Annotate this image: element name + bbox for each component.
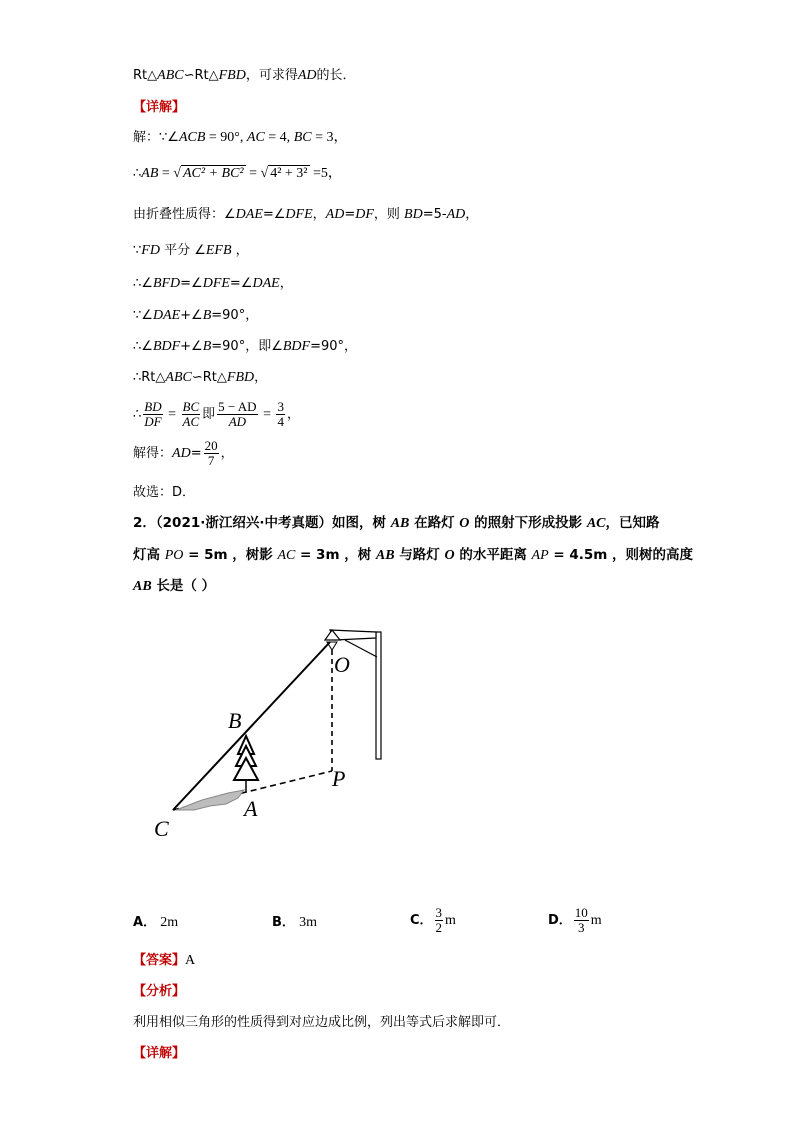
line-solve <box>133 437 234 471</box>
numerator: 5 − AD <box>218 399 257 414</box>
text: = 4.5m ，则树的高度 <box>548 547 694 563</box>
option-c[interactable] <box>410 906 456 935</box>
text: ，已知路 <box>605 515 660 531</box>
denominator: AC <box>182 414 200 429</box>
line-choice: 故选：D． <box>133 485 196 500</box>
math: DAE <box>235 207 263 222</box>
text: = <box>190 446 202 461</box>
fraction <box>204 439 219 468</box>
label-P: P <box>332 766 346 791</box>
fraction <box>435 906 444 935</box>
text: 由折叠性质得：∠ <box>133 207 236 222</box>
text: =∠ <box>229 276 253 291</box>
option-label: A． <box>133 915 157 930</box>
text: ， <box>254 370 268 385</box>
option-b[interactable] <box>272 914 317 932</box>
text: ∵ <box>133 243 142 258</box>
analysis-heading: 【分析】 <box>133 984 186 999</box>
math: FD <box>141 243 160 258</box>
question-2-line-1 <box>133 515 660 532</box>
math: DF <box>355 207 374 222</box>
text: 的水平距离 <box>454 547 532 563</box>
radicand: 4² + 3² <box>270 166 308 181</box>
math: AD <box>172 446 191 461</box>
text: = 90°, <box>205 130 247 145</box>
math: AB <box>390 516 410 531</box>
math: AB <box>141 166 159 181</box>
text: = <box>344 207 356 222</box>
math: DFE <box>202 276 230 291</box>
text: 即 <box>202 407 216 422</box>
option-value: 2m <box>160 915 179 930</box>
text: ∽Rt△ <box>183 68 219 83</box>
text: =5- <box>422 207 447 222</box>
math: AC <box>246 130 265 145</box>
detail-heading-2: 【详解】 <box>133 1046 186 1061</box>
line-similar <box>133 370 267 386</box>
fraction <box>574 906 589 935</box>
text: = 3， <box>311 130 348 145</box>
math: EFB <box>205 243 232 258</box>
label-A: A <box>244 796 258 821</box>
text: +∠ <box>180 308 203 323</box>
option-label: C． <box>410 913 433 928</box>
text: ∴∠ <box>133 276 153 291</box>
text: 的长． <box>316 68 356 83</box>
math: BC <box>293 130 312 145</box>
fraction <box>182 400 201 429</box>
text: =90°， <box>310 339 358 354</box>
fraction <box>143 400 162 429</box>
unit: m <box>445 913 456 928</box>
text: =90°，即∠ <box>211 339 283 354</box>
option-label: D． <box>548 913 572 928</box>
fraction <box>276 400 285 429</box>
denominator: 4 <box>277 414 284 429</box>
numerator: 3 <box>277 399 284 414</box>
line-bisect <box>133 243 249 259</box>
radicand: AC² + BC² <box>182 166 244 181</box>
numerator: 20 <box>204 438 218 453</box>
text: ∴ <box>133 166 142 181</box>
figure-tree-lamp <box>140 620 400 850</box>
text: 灯高 <box>133 547 165 563</box>
denominator: AD <box>228 414 247 429</box>
text: +∠ <box>180 339 203 354</box>
line-conclusion <box>133 68 356 84</box>
label-O: O <box>334 652 350 677</box>
question-2-line-2 <box>133 547 693 564</box>
text: 解：∵∠ <box>133 130 179 145</box>
text: ， <box>465 207 479 222</box>
math: AC <box>586 516 606 531</box>
text: 的照射下形成投影 <box>469 515 587 531</box>
text: ， <box>312 207 326 222</box>
line-pythagoras <box>133 166 342 182</box>
line-fold <box>133 207 478 223</box>
math-abc: ABC <box>157 68 184 83</box>
math: B <box>202 339 212 354</box>
text: ∴∠ <box>133 339 153 354</box>
math: ABC <box>165 370 192 385</box>
denominator: DF <box>144 414 162 429</box>
math: DFE <box>285 207 313 222</box>
text: 长是（ ） <box>151 578 216 594</box>
tree-icon <box>234 736 258 780</box>
sqrt-expression: √ 4² + 3² <box>260 166 308 181</box>
analysis-text: 利用相似三角形的性质得到对应边成比例，列出等式后求解即可． <box>133 1015 511 1030</box>
option-value: 3m <box>299 915 317 930</box>
math-ad: AD <box>297 68 317 83</box>
line-right-angle <box>133 339 357 355</box>
line-ratio <box>133 398 300 432</box>
line-angles <box>133 276 293 292</box>
text: ， <box>279 276 293 291</box>
text: ∵∠ <box>133 308 153 323</box>
text: = <box>158 166 174 181</box>
text: = <box>259 407 275 422</box>
numerator: 3 <box>435 905 443 920</box>
question-number: 2． <box>133 515 156 531</box>
option-d[interactable] <box>548 906 602 935</box>
math: DAE <box>152 308 181 323</box>
math: O <box>459 516 470 531</box>
text: = 3m ，树 <box>295 547 376 563</box>
math: BD <box>404 207 423 222</box>
shadow-icon <box>176 790 244 810</box>
text: ， <box>286 407 300 422</box>
text: = <box>164 407 180 422</box>
math: AD <box>325 207 345 222</box>
math: FBD <box>226 370 255 385</box>
numerator: BC <box>182 399 200 414</box>
math: ACB <box>178 130 206 145</box>
math-fbd: FBD <box>218 68 246 83</box>
text: ，则 <box>373 207 405 222</box>
label-C: C <box>154 816 169 841</box>
text: ， <box>231 243 249 258</box>
detail-heading: 【详解】 <box>133 100 186 115</box>
text: =∠ <box>180 276 203 291</box>
math: AB <box>375 548 395 563</box>
question-2-line-3 <box>133 578 215 595</box>
math: BDF <box>152 339 181 354</box>
fraction <box>217 400 257 429</box>
math: BFD <box>152 276 181 291</box>
text: ∴Rt△ <box>133 370 166 385</box>
answer-value: A <box>185 953 196 968</box>
text: 解得： <box>133 446 173 461</box>
math: AC <box>277 548 296 563</box>
text: = 5m ，树影 <box>183 547 278 563</box>
math: AP <box>531 548 549 563</box>
text: 与路灯 <box>394 547 445 563</box>
denominator: 7 <box>207 453 215 468</box>
math: O <box>444 548 455 563</box>
numerator: BD <box>144 399 162 414</box>
option-a[interactable] <box>133 914 178 932</box>
answer-tag: 【答案】 <box>133 953 186 968</box>
text: ∴ <box>133 407 142 422</box>
text: 在路灯 <box>409 515 460 531</box>
text: ∽Rt△ <box>191 370 227 385</box>
math: PO <box>164 548 184 563</box>
text: ， <box>220 446 234 461</box>
math: B <box>202 308 212 323</box>
denominator: 2 <box>435 920 443 935</box>
text: 平分 ∠ <box>159 243 206 258</box>
text: ，可求得 <box>245 68 298 83</box>
line-given <box>133 130 347 146</box>
option-label: B． <box>272 915 295 930</box>
math: AB <box>133 579 152 594</box>
unit: m <box>590 913 602 928</box>
line-sum <box>133 308 258 324</box>
answer-line <box>133 953 195 969</box>
text: =∠ <box>262 207 286 222</box>
text: =90°， <box>211 308 259 323</box>
denominator: 3 <box>578 920 585 935</box>
math: BDF <box>282 339 311 354</box>
numerator: 10 <box>574 905 588 920</box>
lamp-pole <box>376 632 381 759</box>
label-B: B <box>228 708 242 733</box>
math: DAE <box>252 276 280 291</box>
ray-CO <box>173 642 330 810</box>
sqrt-expression: √ AC² + BC² <box>173 166 244 181</box>
text: = <box>245 166 261 181</box>
math: AD <box>446 207 466 222</box>
text: （2021·浙江绍兴·中考真题）如图，树 <box>155 515 391 531</box>
text: =5， <box>309 166 342 181</box>
text: Rt△ <box>133 68 158 83</box>
text: = 4, <box>264 130 294 145</box>
